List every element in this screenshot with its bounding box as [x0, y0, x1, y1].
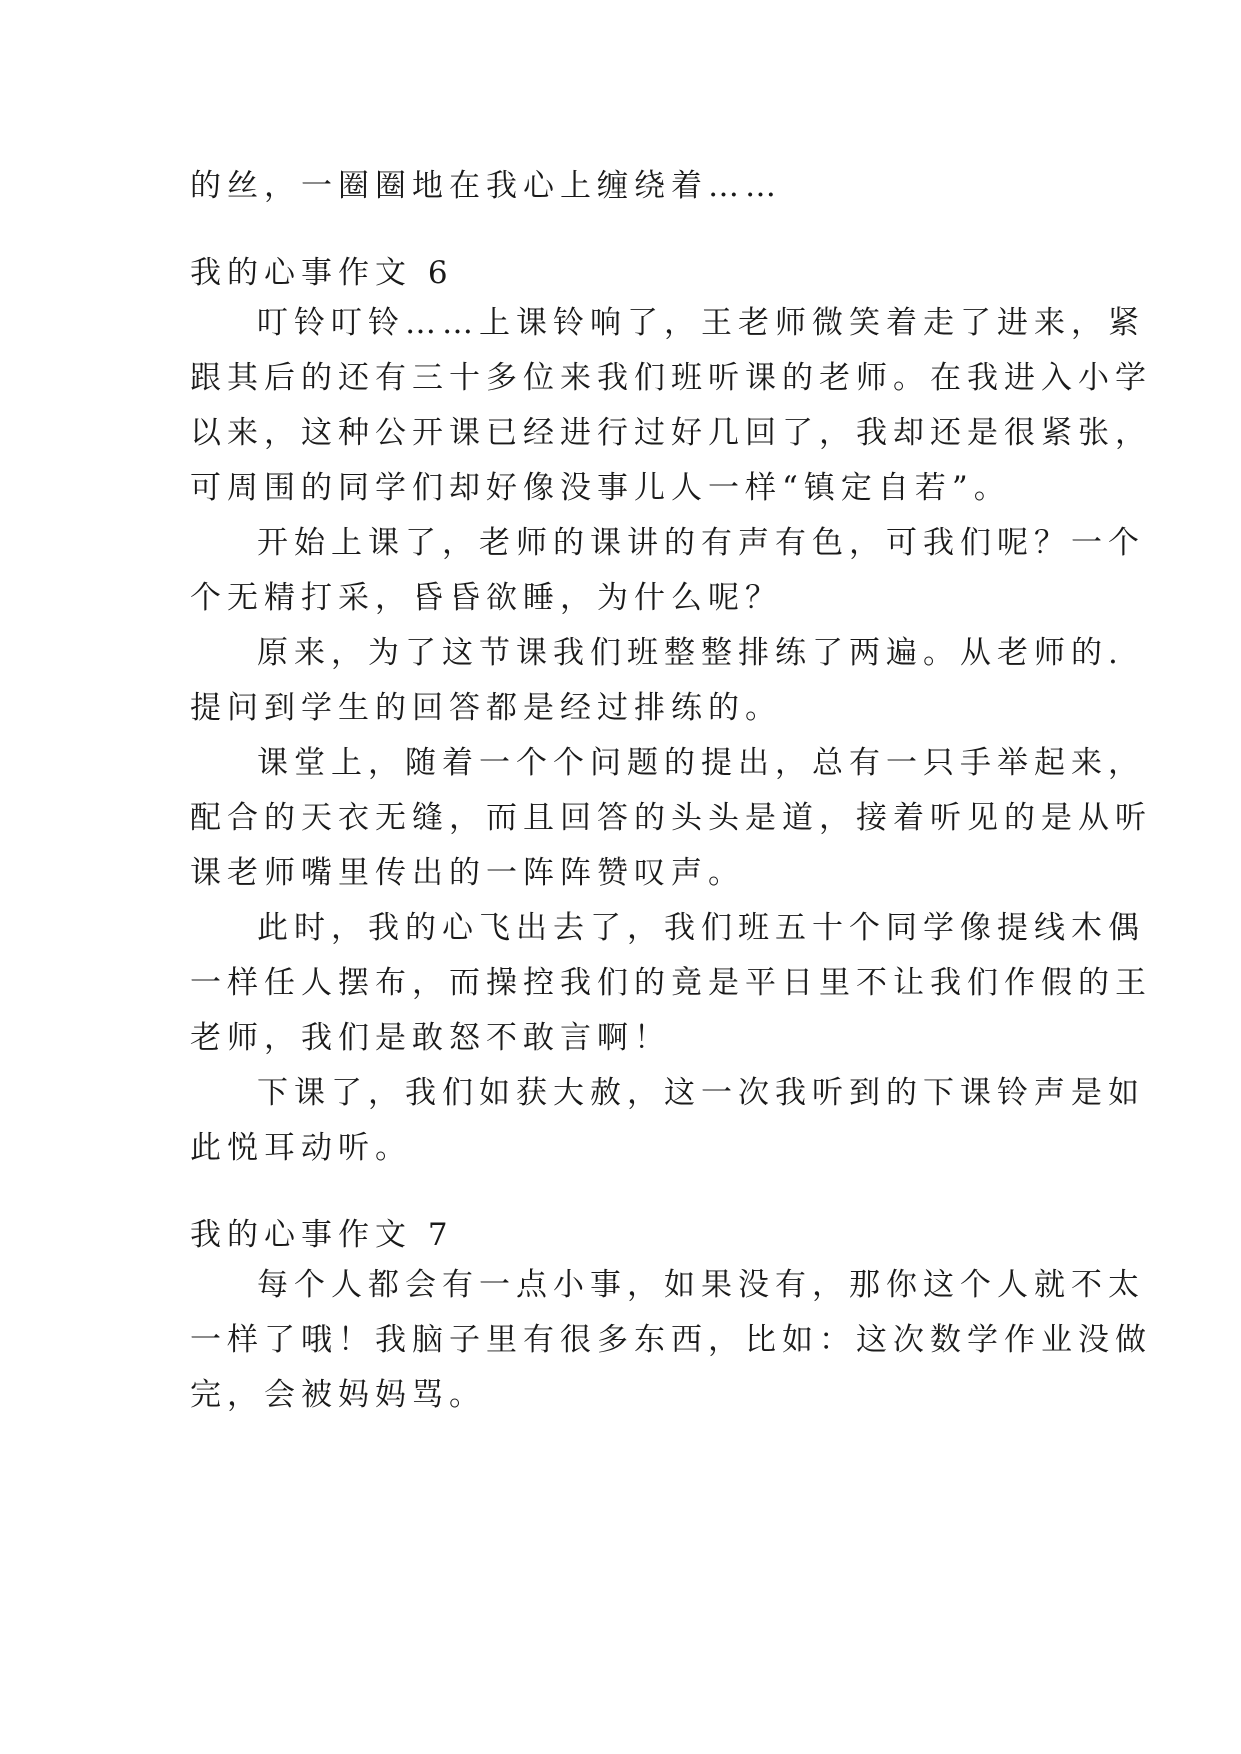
paragraph-line: 每个人都会有一点小事，如果没有，那你这个人就不太	[257, 1267, 1145, 1303]
paragraph-line: 一样任人摆布，而操控我们的竟是平日里不让我们作假的王	[190, 965, 1152, 1001]
paragraph-line: 叮铃叮铃……上课铃响了，王老师微笑着走了进来，紧	[257, 305, 1145, 341]
paragraph-line: 开始上课了，老师的课讲的有声有色，可我们呢？一个	[257, 525, 1145, 561]
paragraph-line: 的丝，一圈圈地在我心上缠绕着……	[190, 168, 782, 204]
essay-heading: 我的心事作文 6	[190, 255, 454, 291]
paragraph-line: 此悦耳动听。	[190, 1130, 412, 1166]
paragraph-line: 个无精打采，昏昏欲睡，为什么呢？	[190, 580, 782, 616]
paragraph-line: 课堂上，随着一个个问题的提出，总有一只手举起来，	[257, 745, 1145, 781]
paragraph-line: 下课了，我们如获大赦，这一次我听到的下课铃声是如	[257, 1075, 1145, 1111]
paragraph-line: 提问到学生的回答都是经过排练的。	[190, 690, 782, 726]
paragraph-line: 跟其后的还有三十多位来我们班听课的老师。在我进入小学	[190, 360, 1152, 396]
paragraph-line: 一样了哦！我脑子里有很多东西，比如：这次数学作业没做	[190, 1322, 1152, 1358]
paragraph-line: 完，会被妈妈骂。	[190, 1377, 486, 1413]
paragraph-line: 配合的天衣无缝，而且回答的头头是道，接着听见的是从听	[190, 800, 1152, 836]
essay-heading: 我的心事作文 7	[190, 1217, 454, 1253]
paragraph-line: 老师，我们是敢怒不敢言啊！	[190, 1020, 671, 1056]
paragraph-line: 原来，为了这节课我们班整整排练了两遍。从老师的.	[257, 635, 1124, 671]
paragraph-line: 以来，这种公开课已经进行过好几回了，我却还是很紧张，	[190, 415, 1152, 451]
paragraph-line: 此时，我的心飞出去了，我们班五十个同学像提线木偶	[257, 910, 1145, 946]
paragraph-line: 可周围的同学们却好像没事儿人一样“镇定自若”。	[190, 470, 1011, 506]
paragraph-line: 课老师嘴里传出的一阵阵赞叹声。	[190, 855, 745, 891]
